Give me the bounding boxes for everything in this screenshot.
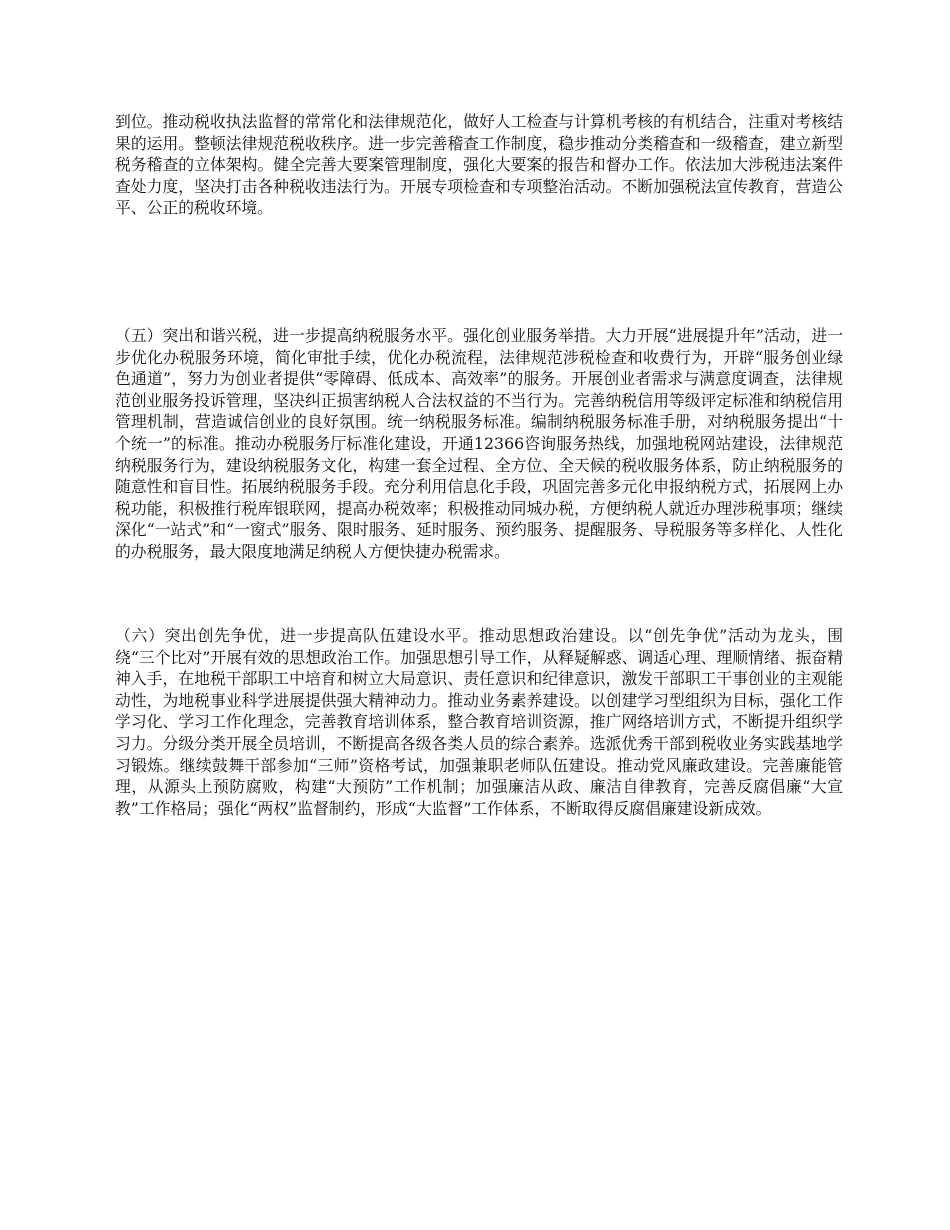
paragraph-team-building: （六）突出创先争优，进一步提高队伍建设水平。推动思想政治建设。以“创先争优”活动为龙头，围绕“三个比对”开展有效的思想政治工作。加强思想引导工作，从释疑解惑、调适心理、理顺情绪、振奋精神入手，在地税干部职工中培育和树立大局意识、责任意识和纪律意识，激发干部职工干事创业的主观能动性，为地税事业科学进展提供强大精神动力。推动业务素养建设。以创建学习型组织为目标，强化工作学习化、学习工作化理念，完善教育培训体系，整合教育培训资源，推广网络培训方式，不断提升组织学习力。分级分类开展全员培训，不断提高各级各类人员的综合素养。选派优秀干部到税收业务实践基地学习锻炼。继续鼓舞干部参加“三师”资格考试，加强兼职老师队伍建设。推动党风廉政建设。完善廉能管理，从源头上预防腐败，构建“大预防”工作机制；加强廉洁从政、廉洁自律教育，完善反腐倡廉“大宣教”工作格局；强化“两权”监督制约，形成“大监督”工作体系，不断取得反腐倡廉建设新成效。: [115, 626, 843, 818]
paragraph-tax-service: （五）突出和谐兴税，进一步提高纳税服务水平。强化创业服务举措。大力开展“进展提升年”活动，进一步优化办税服务环境，简化审批手续，优化办税流程，法律规范涉税检查和收费行为，开辟“服务创业绿色通道”，努力为创业者提供“零障碍、低成本、高效率”的服务。开展创业者需求与满意度调查，法律规范创业服务投诉管理，坚决纠正损害纳税人合法权益的不当行为。完善纳税信用等级评定标准和纳税信用管理机制，营造诚信创业的良好氛围。统一纳税服务标准。编制纳税服务标准手册，对纳税服务提出“十个统一”的标准。推动办税服务厅标准化建设，开通12366咨询服务热线，加强地税网站建设，法律规范纳税服务行为，建设纳税服务文化，构建一套全过程、全方位、全天候的税收服务体系，防止纳税服务的随意性和盲目性。拓展纳税服务手段。充分利用信息化手段，巩固完善多元化申报纳税方式，拓展网上办税功能，积极推行税库银联网，提高办税效率；积极推动同城办税，方便纳税人就近办理涉税事项；继续深化“一站式”和“一窗式”服务、限时服务、延时服务、预约服务、提醒服务、导税服务等多样化、人性化的办税服务，最大限度地满足纳税人方便快捷办税需求。: [115, 326, 843, 561]
paragraph-tax-enforcement: 到位。推动税收执法监督的常常化和法律规范化，做好人工检查与计算机考核的有机结合，注重对考核结果的运用。整顿法律规范税收秩序。进一步完善稽查工作制度，稳步推动分类稽查和一级稽查，建立新型税务稽查的立体架构。健全完善大要案管理制度，强化大要案的报告和督办工作。依法加大涉税违法案件查处力度，坚决打击各种税收违法行为。开展专项检查和专项整治活动。不断加强税法宣传教育，营造公平、公正的税收环境。: [115, 112, 843, 218]
